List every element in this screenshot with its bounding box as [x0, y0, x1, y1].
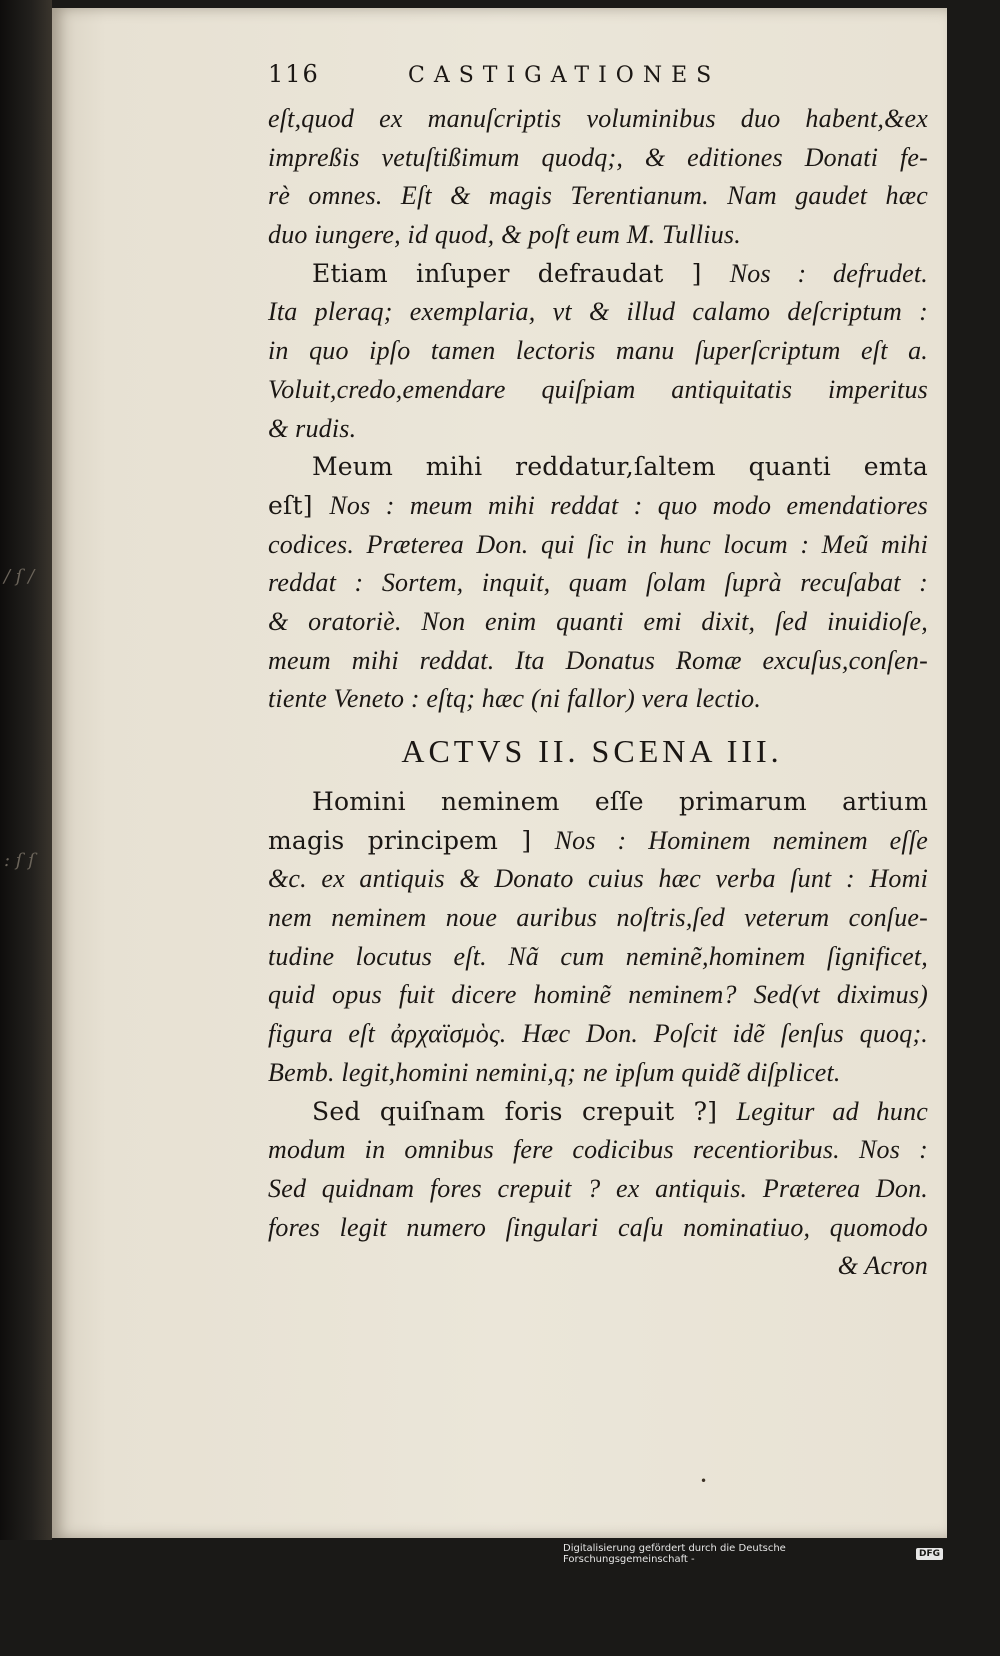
line-text: rè omnes. Eſt & magis Terentianum. Nam gaudet hæc	[268, 181, 928, 211]
paragraph	[268, 783, 928, 1093]
line-text: tiente Veneto : eſtq; hæc (ni fallor) vera lectio.	[268, 684, 762, 714]
line-text: Nos : meum mihi reddat : quo modo emendatiores	[329, 490, 929, 520]
margin-bleed-mark: : ſ ſ	[4, 850, 35, 871]
line-text: modum in omnibus fere codicibus recentioribus. Nos :	[268, 1135, 928, 1165]
text-line	[268, 1093, 928, 1132]
paragraph	[268, 1093, 928, 1248]
text-line	[268, 1209, 928, 1248]
text-line	[268, 822, 928, 861]
text-line	[268, 216, 928, 255]
line-text: fores legit numero ſingulari caſu nominatiuo, quomodo	[268, 1212, 928, 1242]
paragraph	[268, 448, 928, 719]
text-line	[268, 564, 928, 603]
line-text: meum mihi reddat. Ita Donatus Romæ excuſus,conſen-	[268, 645, 928, 675]
text-line	[268, 100, 928, 139]
lemma: Etiam inſuper defraudat ]	[312, 258, 730, 288]
text-block-before-act	[268, 100, 928, 719]
margin-bleed-mark: / ſ /	[4, 566, 35, 587]
text-line	[268, 371, 928, 410]
text-line	[268, 1054, 928, 1093]
text-line	[268, 783, 928, 822]
dfg-logo: DFG	[916, 1548, 943, 1560]
paragraph	[268, 100, 928, 255]
line-text: Legitur ad hunc	[736, 1096, 929, 1126]
text-line	[268, 680, 928, 719]
lemma: eſt]	[268, 490, 330, 520]
lemma: Homini neminem eſſe primarum artium	[312, 787, 928, 816]
text-line	[268, 410, 928, 449]
line-text: Nos : Hominem neminem eſſe	[554, 825, 929, 855]
lemma: Sed quiſnam foris crepuit ?]	[312, 1096, 737, 1126]
line-text: codices. Præterea Don. qui ſic in hunc locum : Meũ mihi	[268, 529, 928, 559]
page-text	[268, 60, 928, 1286]
text-line	[268, 526, 928, 565]
line-text: quid opus fuit dicere hominẽ neminem? Sed(vt diximus)	[268, 980, 928, 1010]
line-text: reddat : Sortem, inquit, quam ſolam ſuprà recuſabat :	[268, 568, 928, 598]
page-number: 116	[268, 60, 320, 88]
text-line	[268, 1131, 928, 1170]
lemma: Meum mihi reddatur,ſaltem quanti emta	[312, 452, 928, 482]
text-line	[268, 938, 928, 977]
scan-binding-edge	[0, 0, 52, 1540]
line-text: nem neminem noue auribus noſtris,ſed veterum conſue-	[268, 903, 928, 933]
line-text: Sed quidnam fores crepuit ? ex antiquis. Præterea Don.	[268, 1173, 928, 1203]
line-text: eſt,quod ex manuſcriptis voluminibus duo habent,&ex	[268, 104, 928, 133]
text-line	[268, 603, 928, 642]
catchword: & Acron	[837, 1251, 928, 1281]
text-line	[268, 487, 928, 526]
text-line	[268, 332, 928, 371]
text-line	[268, 899, 928, 938]
text-line	[268, 1015, 928, 1054]
line-text: impreßis vetuſtißimum quodq;, & editiones Donati fe-	[268, 142, 928, 172]
running-title: CASTIGATIONES	[408, 63, 721, 88]
line-text: in quo ipſo tamen lectoris manu ſuperſcriptum eſt a.	[268, 336, 928, 366]
text-line	[268, 177, 928, 216]
text-line	[268, 976, 928, 1015]
line-text: Voluit,credo,emendare quiſpiam antiquitatis imperitus	[268, 374, 928, 404]
text-line	[268, 1170, 928, 1209]
line-text: tudine locutus eſt. Nã cum neminẽ,hominem ſignificet,	[268, 941, 928, 971]
line-text: Nos : defrudet.	[729, 258, 929, 288]
ornament-dot: •	[700, 1474, 708, 1488]
line-text: & rudis.	[268, 413, 357, 443]
footer-credit: Digitalisierung gefördert durch die Deutsche Forschungsgemeinschaft -	[563, 1543, 786, 1565]
text-line	[268, 139, 928, 178]
line-text: Ita pleraq; exemplaria, vt & illud calamo deſcriptum :	[268, 297, 928, 327]
act-scene-heading: ACTVS II. SCENA III.	[401, 733, 783, 769]
paragraph	[268, 255, 928, 448]
text-line	[268, 860, 928, 899]
line-text: duo iungere, id quod, & poſt eum M. Tullius.	[268, 220, 741, 250]
running-header	[268, 60, 928, 100]
text-line	[268, 293, 928, 332]
line-text: figura eſt ἀρχαϊσμὸς. Hæc Don. Poſcit idẽ ſenſus quoq;.	[268, 1019, 928, 1049]
line-text: Bemb. legit,homini nemini,q; ne ipſum quidẽ diſplicet.	[268, 1057, 841, 1087]
digitization-footer	[563, 1542, 943, 1566]
line-text: &c. ex antiquis & Donato cuius hæc verba ſunt : Homi	[268, 864, 928, 894]
text-line	[268, 642, 928, 681]
text-block-after-act	[268, 783, 928, 1247]
text-line	[268, 448, 928, 487]
lemma: magis principem ]	[268, 825, 555, 855]
text-line	[268, 255, 928, 294]
line-text: & oratoriè. Non enim quanti emi dixit, ſed inuidioſe,	[268, 606, 928, 636]
